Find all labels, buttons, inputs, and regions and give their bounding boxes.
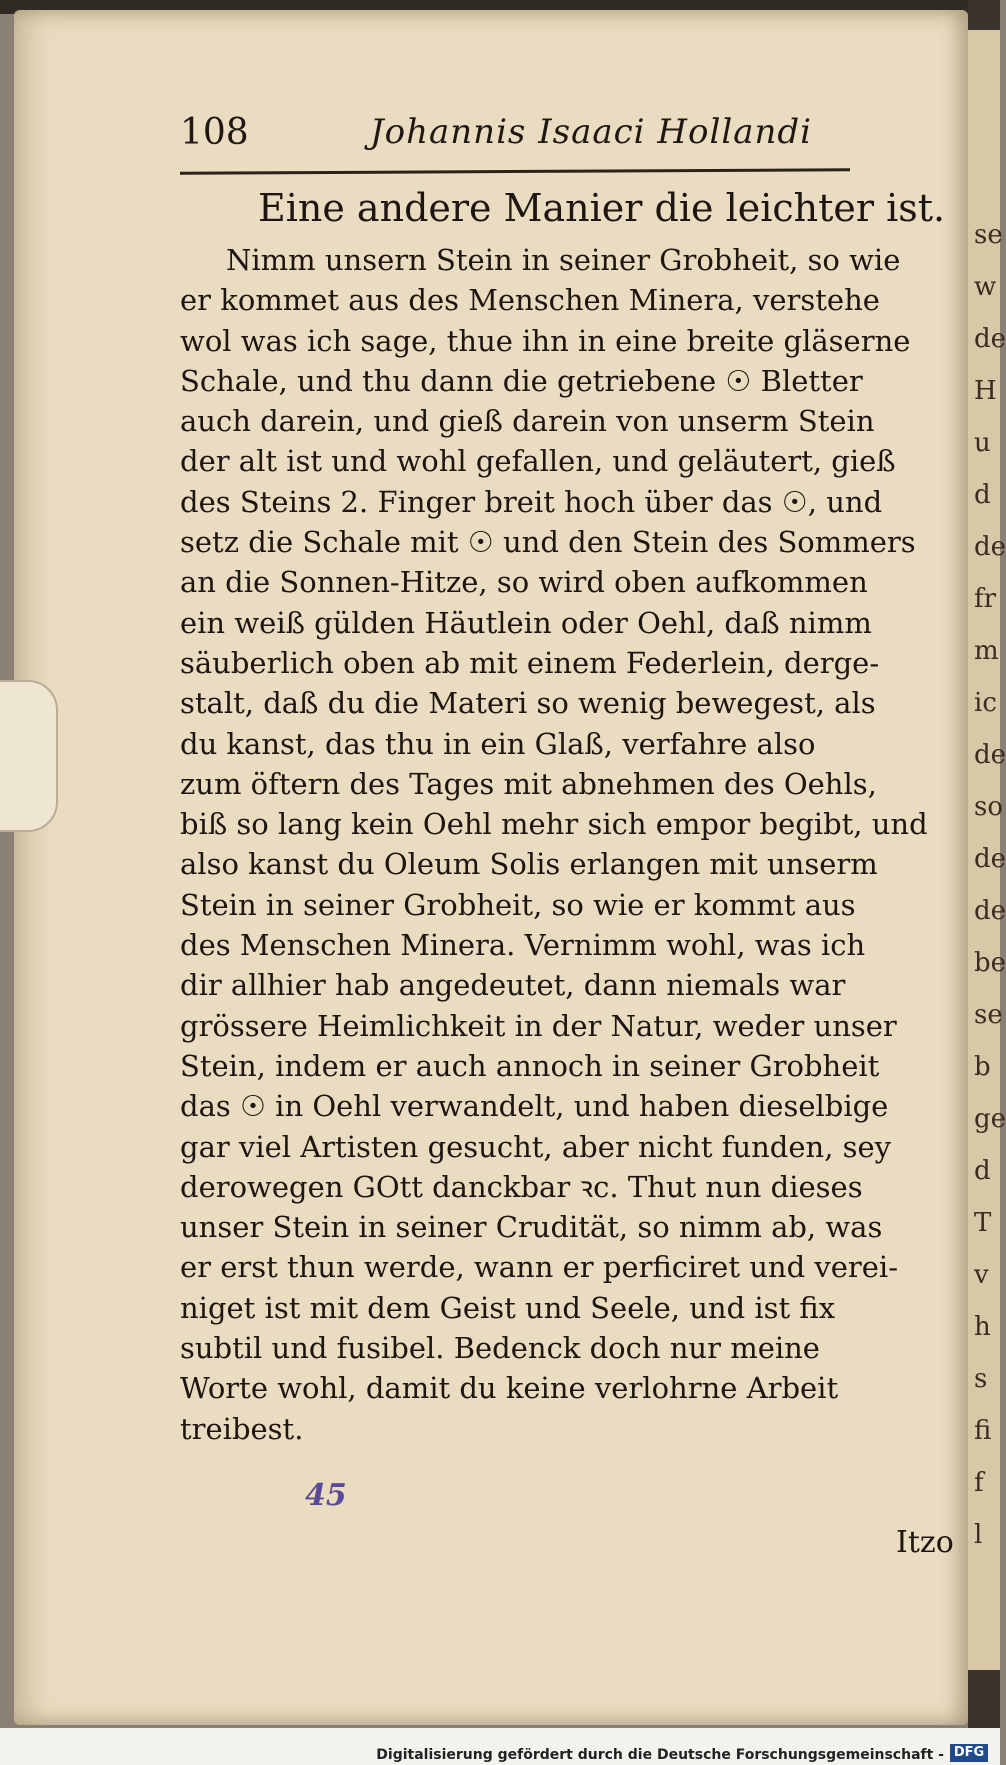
dfg-logo: DFG [950,1744,988,1762]
library-stamp: 45 [305,1478,347,1513]
text-line: Stein, indem er auch annoch in seiner Grobheit [180,1048,880,1083]
text-line: Stein in seiner Grobheit, so wie er kommt aus [180,887,856,922]
facing-page-fragment: de [974,740,1006,770]
facing-page-fragment: so [974,792,1003,822]
text-line: stalt, daß du die Materi so wenig bewegest, als [180,686,876,721]
text-line: des Menschen Minera. Vernimm wohl, was ich [180,928,866,963]
facing-page-fragment: ge [974,1104,1006,1134]
text-line: zum öftern des Tages mit abnehmen des Oehls, [180,766,877,801]
facing-page-fragment: u [974,428,991,458]
facing-page-fragment: v [974,1260,989,1290]
text-line: der alt ist und wohl gefallen, und geläutert, gieß [180,444,896,479]
facing-page-fragment: fi [974,1416,992,1446]
text-line: subtil und fusibel. Bedenck doch nur meine [180,1331,820,1366]
facing-page-fragment: se [974,1000,1003,1030]
facing-page-edge [968,30,1006,1670]
text-line: grössere Heimlichkeit in der Natur, weder unser [180,1008,897,1043]
facing-page-fragment: d [974,480,991,510]
text-line: er kommet aus des Menschen Minera, verstehe [180,283,880,318]
text-line: setz die Schale mit ☉ und den Stein des Sommers [180,525,916,560]
text-line: gar viel Artisten gesucht, aber nicht funden, sey [180,1129,892,1164]
text-line: Schale, und thu dann die getriebene ☉ Bletter [180,363,863,398]
text-line: wol was ich sage, thue ihn in eine breite gläserne [180,323,911,358]
facing-page-fragment: be [974,948,1006,978]
text-line: Nimm unsern Stein in seiner Grobheit, so wie [226,243,901,277]
text-line: auch darein, und gieß darein von unserm Stein [180,404,875,439]
text-line: biß so lang kein Oehl mehr sich empor begibt, und [180,807,928,842]
running-head: Johannis Isaaci Hollandi [370,112,813,152]
facing-page-fragment: H [974,376,997,406]
page-number: 108 [180,112,249,153]
facing-page-fragment: h [974,1312,991,1342]
text-line: niget ist mit dem Geist und Seele, und ist fix [180,1290,836,1325]
digitization-credit: Digitalisierung gefördert durch die Deutsche Forschungsgemeinschaft - [376,1747,944,1763]
text-line: Worte wohl, damit du keine verlohrne Arbeit [180,1371,839,1406]
text-line: also kanst du Oleum Solis erlangen mit unserm [180,847,878,882]
facing-page-fragment: se [974,220,1003,250]
text-line: derowegen GOtt danckbar ꝛc. Thut nun dieses [180,1169,863,1204]
text-line: unser Stein in seiner Crudität, so nimm ab, was [180,1210,883,1245]
text-line: er erst thun werde, wann er perficiret und verei- [180,1250,898,1285]
text-line: dir allhier hab angedeutet, dann niemals war [180,968,846,1003]
facing-page-fragment: s [974,1364,988,1394]
facing-page-fragment: d [974,1156,991,1186]
facing-page-fragment: T [974,1208,992,1238]
facing-page-fragment: de [974,324,1006,354]
facing-page-fragment: de [974,844,1006,874]
page-clip [0,680,58,832]
facing-page-fragment: de [974,896,1006,926]
facing-page-fragment: m [974,636,999,666]
facing-page-fragment: de [974,532,1006,562]
facing-page-fragment: ic [974,688,997,718]
text-line: säuberlich oben ab mit einem Federlein, derge- [180,645,880,680]
text-line: des Steins 2. Finger breit hoch über das ☉, und [180,484,883,519]
text-line: ein weiß gülden Häutlein oder Oehl, daß nimm [180,605,872,640]
facing-page-fragment: fr [974,584,997,614]
page-header [180,112,820,172]
text-line: an die Sonnen-Hitze, so wird oben aufkommen [180,565,868,600]
body-text [180,240,960,1449]
facing-page-fragment: l [974,1520,983,1550]
text-line: das ☉ in Oehl verwandelt, und haben dieselbige [180,1089,889,1124]
text-line: du kanst, das thu in ein Glaß, verfahre also [180,726,816,761]
facing-page-fragment: w [974,272,997,302]
catchword: Itzo [896,1525,954,1560]
facing-page-fragment: b [974,1052,991,1082]
text-line: treibest. [180,1411,304,1446]
facing-page-fragment: f [974,1468,984,1498]
section-title: Eine andere Manier die leichter ist. [258,186,946,230]
